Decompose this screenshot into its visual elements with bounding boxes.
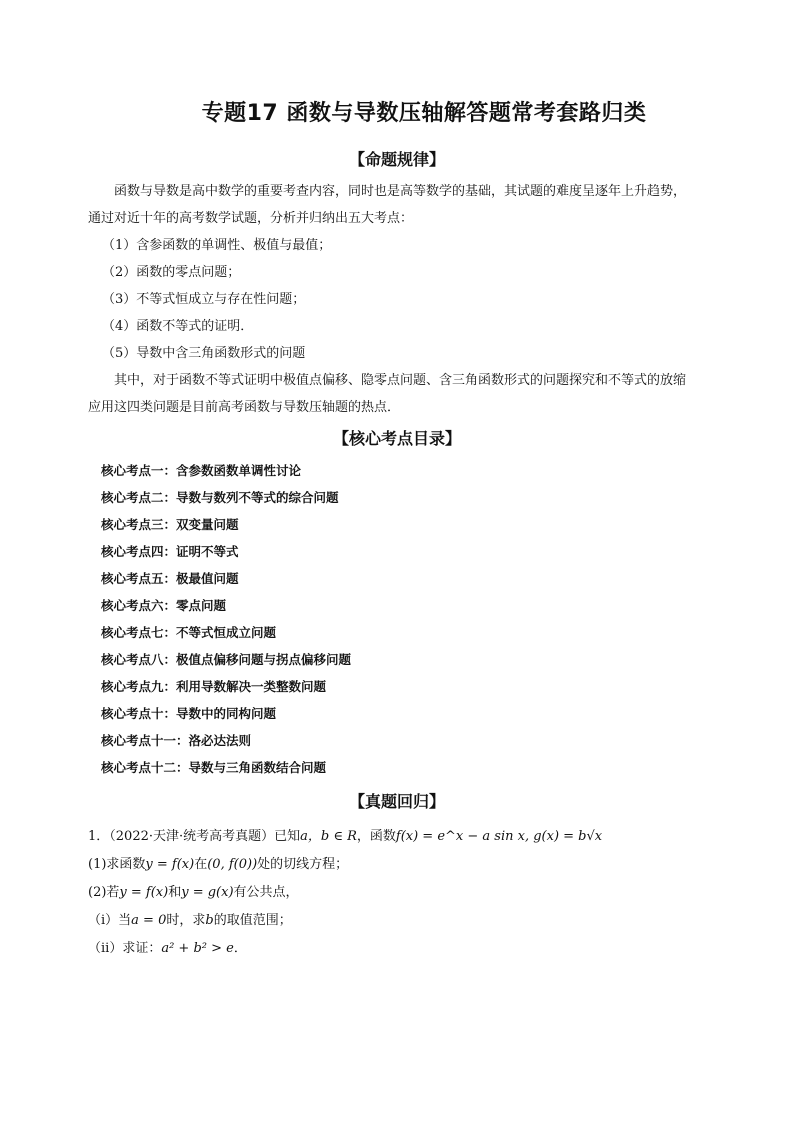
question-2-prefix: (2)若: [88, 885, 120, 900]
question-2: [88, 881, 299, 900]
question-1-mid: 在: [194, 857, 208, 872]
problem-ab: a，b ∈ R: [300, 829, 357, 844]
problem-lead: 1．（2022·天津·统考高考真题）已知: [88, 829, 301, 844]
question-2-ii: [88, 937, 247, 956]
question-2-math-1: y = f(x): [119, 885, 169, 900]
question-2-ii-math: a² + b² > e: [161, 941, 234, 956]
exam-point-5: （5）导数中含三角函数形式的问题: [102, 346, 306, 361]
intro-line-2: 通过对近十年的高考数学试题，分析并归纳出五大考点：: [88, 211, 414, 226]
intro-line-3: 其中，对于函数不等式证明中极值点偏移、隐零点问题、含三角函数形式的问题探究和不等式的放缩: [114, 373, 687, 388]
catalog-item-12: 核心考点十二：导数与三角函数结合问题: [101, 760, 327, 775]
catalog-item-10: 核心考点十：导数中的同构问题: [101, 706, 277, 721]
section-heading-real-exam: 【真题回归】: [348, 792, 445, 811]
question-2-i-b: b: [205, 913, 214, 928]
problem-func-text: ，函数: [356, 829, 396, 844]
catalog-item-1: 核心考点一：含参数函数单调性讨论: [101, 463, 302, 478]
question-2-suffix: 有公共点，: [233, 885, 299, 900]
catalog-item-7: 核心考点七：不等式恒成立问题: [101, 625, 277, 640]
question-2-math-2: y = g(x): [181, 885, 234, 900]
page-title: 专题17 函数与导数压轴解答题常考套路归类: [201, 101, 647, 126]
question-1-suffix: 处的切线方程；: [257, 857, 349, 872]
problem-stem: [88, 825, 602, 844]
question-2-i-prefix: （i）当: [88, 913, 132, 928]
question-2-and: 和: [168, 885, 182, 900]
question-2-i-mid: 时，求: [166, 913, 206, 928]
catalog-item-4: 核心考点四：证明不等式: [101, 544, 239, 559]
catalog-item-6: 核心考点六：零点问题: [101, 598, 227, 613]
question-2-i: [88, 909, 292, 928]
exam-point-2: （2）函数的零点问题；: [102, 265, 241, 280]
section-heading-catalog: 【核心考点目录】: [332, 429, 461, 448]
intro-line-4: 应用这四类问题是目前高考函数与导数压轴题的热点．: [88, 400, 401, 415]
catalog-item-8: 核心考点八：极值点偏移问题与拐点偏移问题: [101, 652, 352, 667]
catalog-item-3: 核心考点三：双变量问题: [101, 517, 239, 532]
catalog-item-2: 核心考点二：导数与数列不等式的综合问题: [101, 490, 339, 505]
question-1: [88, 853, 348, 872]
catalog-item-5: 核心考点五：极最值问题: [101, 571, 239, 586]
catalog-item-11: 核心考点十一：洛必达法则: [101, 733, 252, 748]
section-heading-rules: 【命题规律】: [348, 150, 445, 169]
question-1-prefix: (1)求函数: [88, 857, 146, 872]
catalog-item-9: 核心考点九：利用导数解决一类整数问题: [101, 679, 327, 694]
question-1-point: (0, f(0)): [207, 857, 258, 872]
problem-functions: f(x) = e^x − a sin x, g(x) = b√x: [395, 829, 603, 844]
question-2-ii-prefix: （ii）求证：: [88, 941, 162, 956]
intro-line-1: 函数与导数是高中数学的重要考查内容，同时也是高等数学的基础，其试题的难度呈逐年上升趋势，: [114, 184, 687, 199]
question-2-i-suffix: 的取值范围；: [213, 913, 292, 928]
exam-point-4: （4）函数不等式的证明．: [102, 319, 254, 334]
question-2-i-math: a = 0: [131, 913, 167, 928]
exam-point-3: （3）不等式恒成立与存在性问题；: [102, 292, 306, 307]
question-2-ii-suffix: ．: [233, 941, 247, 956]
question-1-math: y = f(x): [145, 857, 195, 872]
exam-point-1: （1）含参函数的单调性、极值与最值；: [102, 238, 332, 253]
